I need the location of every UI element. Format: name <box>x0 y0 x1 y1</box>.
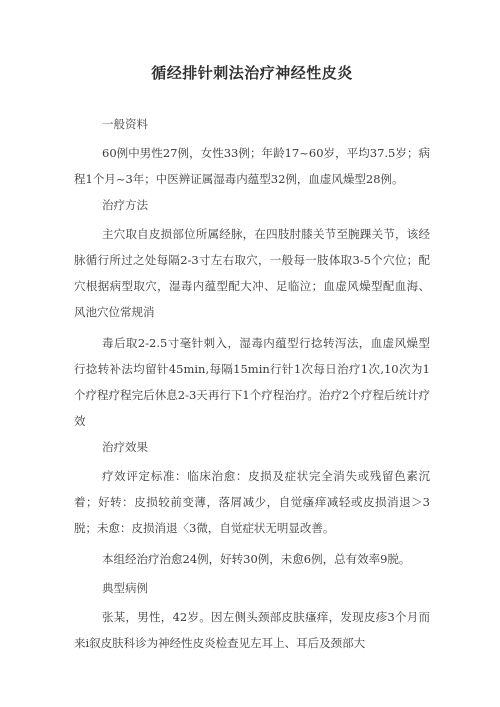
section-treatment-method <box>74 192 430 434</box>
section-heading: 治疗方法 <box>102 198 148 212</box>
paragraph: 主穴取自皮损部位所属经脉，在四肢肘膝关节至腕踝关节，该经脉循行所过之处每隔2-3寸左右取穴，一般每一肢体取3-5个穴位；配穴根据病型取穴，湿毒内蕴型配大冲、足临泣；血虚风燥型配血海、风池穴位常规消 <box>74 227 430 319</box>
section-typical-case <box>74 572 430 656</box>
paragraph: 疗效评定标准：临床治愈：皮损及症状完全消失或残留色素沉着；好转：皮损较前变薄，落屑减少，自觉瘙痒减轻或皮损消退＞3脱；未愈：皮损消退〈3微，自觉症状无明显改善。 <box>74 469 430 535</box>
paragraph: 张某，男性，42岁。因左侧头颈部皮肤瘙痒，发现皮疹3个月而来i叙皮肤科诊为神经性皮炎检查见左耳上、耳后及颈部大 <box>74 610 430 650</box>
section-heading: 治疗效果 <box>102 440 148 454</box>
section-treatment-results <box>74 434 430 572</box>
section-general-info <box>74 111 430 192</box>
paragraph: 本组经治疗治愈24例，好转30例，未愈6例，总有效率9脱。 <box>102 552 411 566</box>
section-heading: 典型病例 <box>102 581 148 595</box>
section-heading: 一般资料 <box>102 117 148 131</box>
document-title: 循经排针刺法治疗神经性皮炎 <box>151 64 353 82</box>
paragraph: 毒后取2-2.5寸毫针刺入，湿毒内蕴型行捻转泻法，血虚风燥型行捻转补法均留针45min,每隔15min行针1次每日治疗1次,10次为1个疗程疗程完后休息2-3天再行下1个疗程治疗。治疗2个疗程后统计疗效 <box>74 336 430 428</box>
paragraph: 60例中男性27例，女性33例；年龄17~60岁，平均37.5岁；病程1个月~3年；中医辨证属湿毒内蕴型32例，血虚风燥型28例。 <box>74 146 430 186</box>
